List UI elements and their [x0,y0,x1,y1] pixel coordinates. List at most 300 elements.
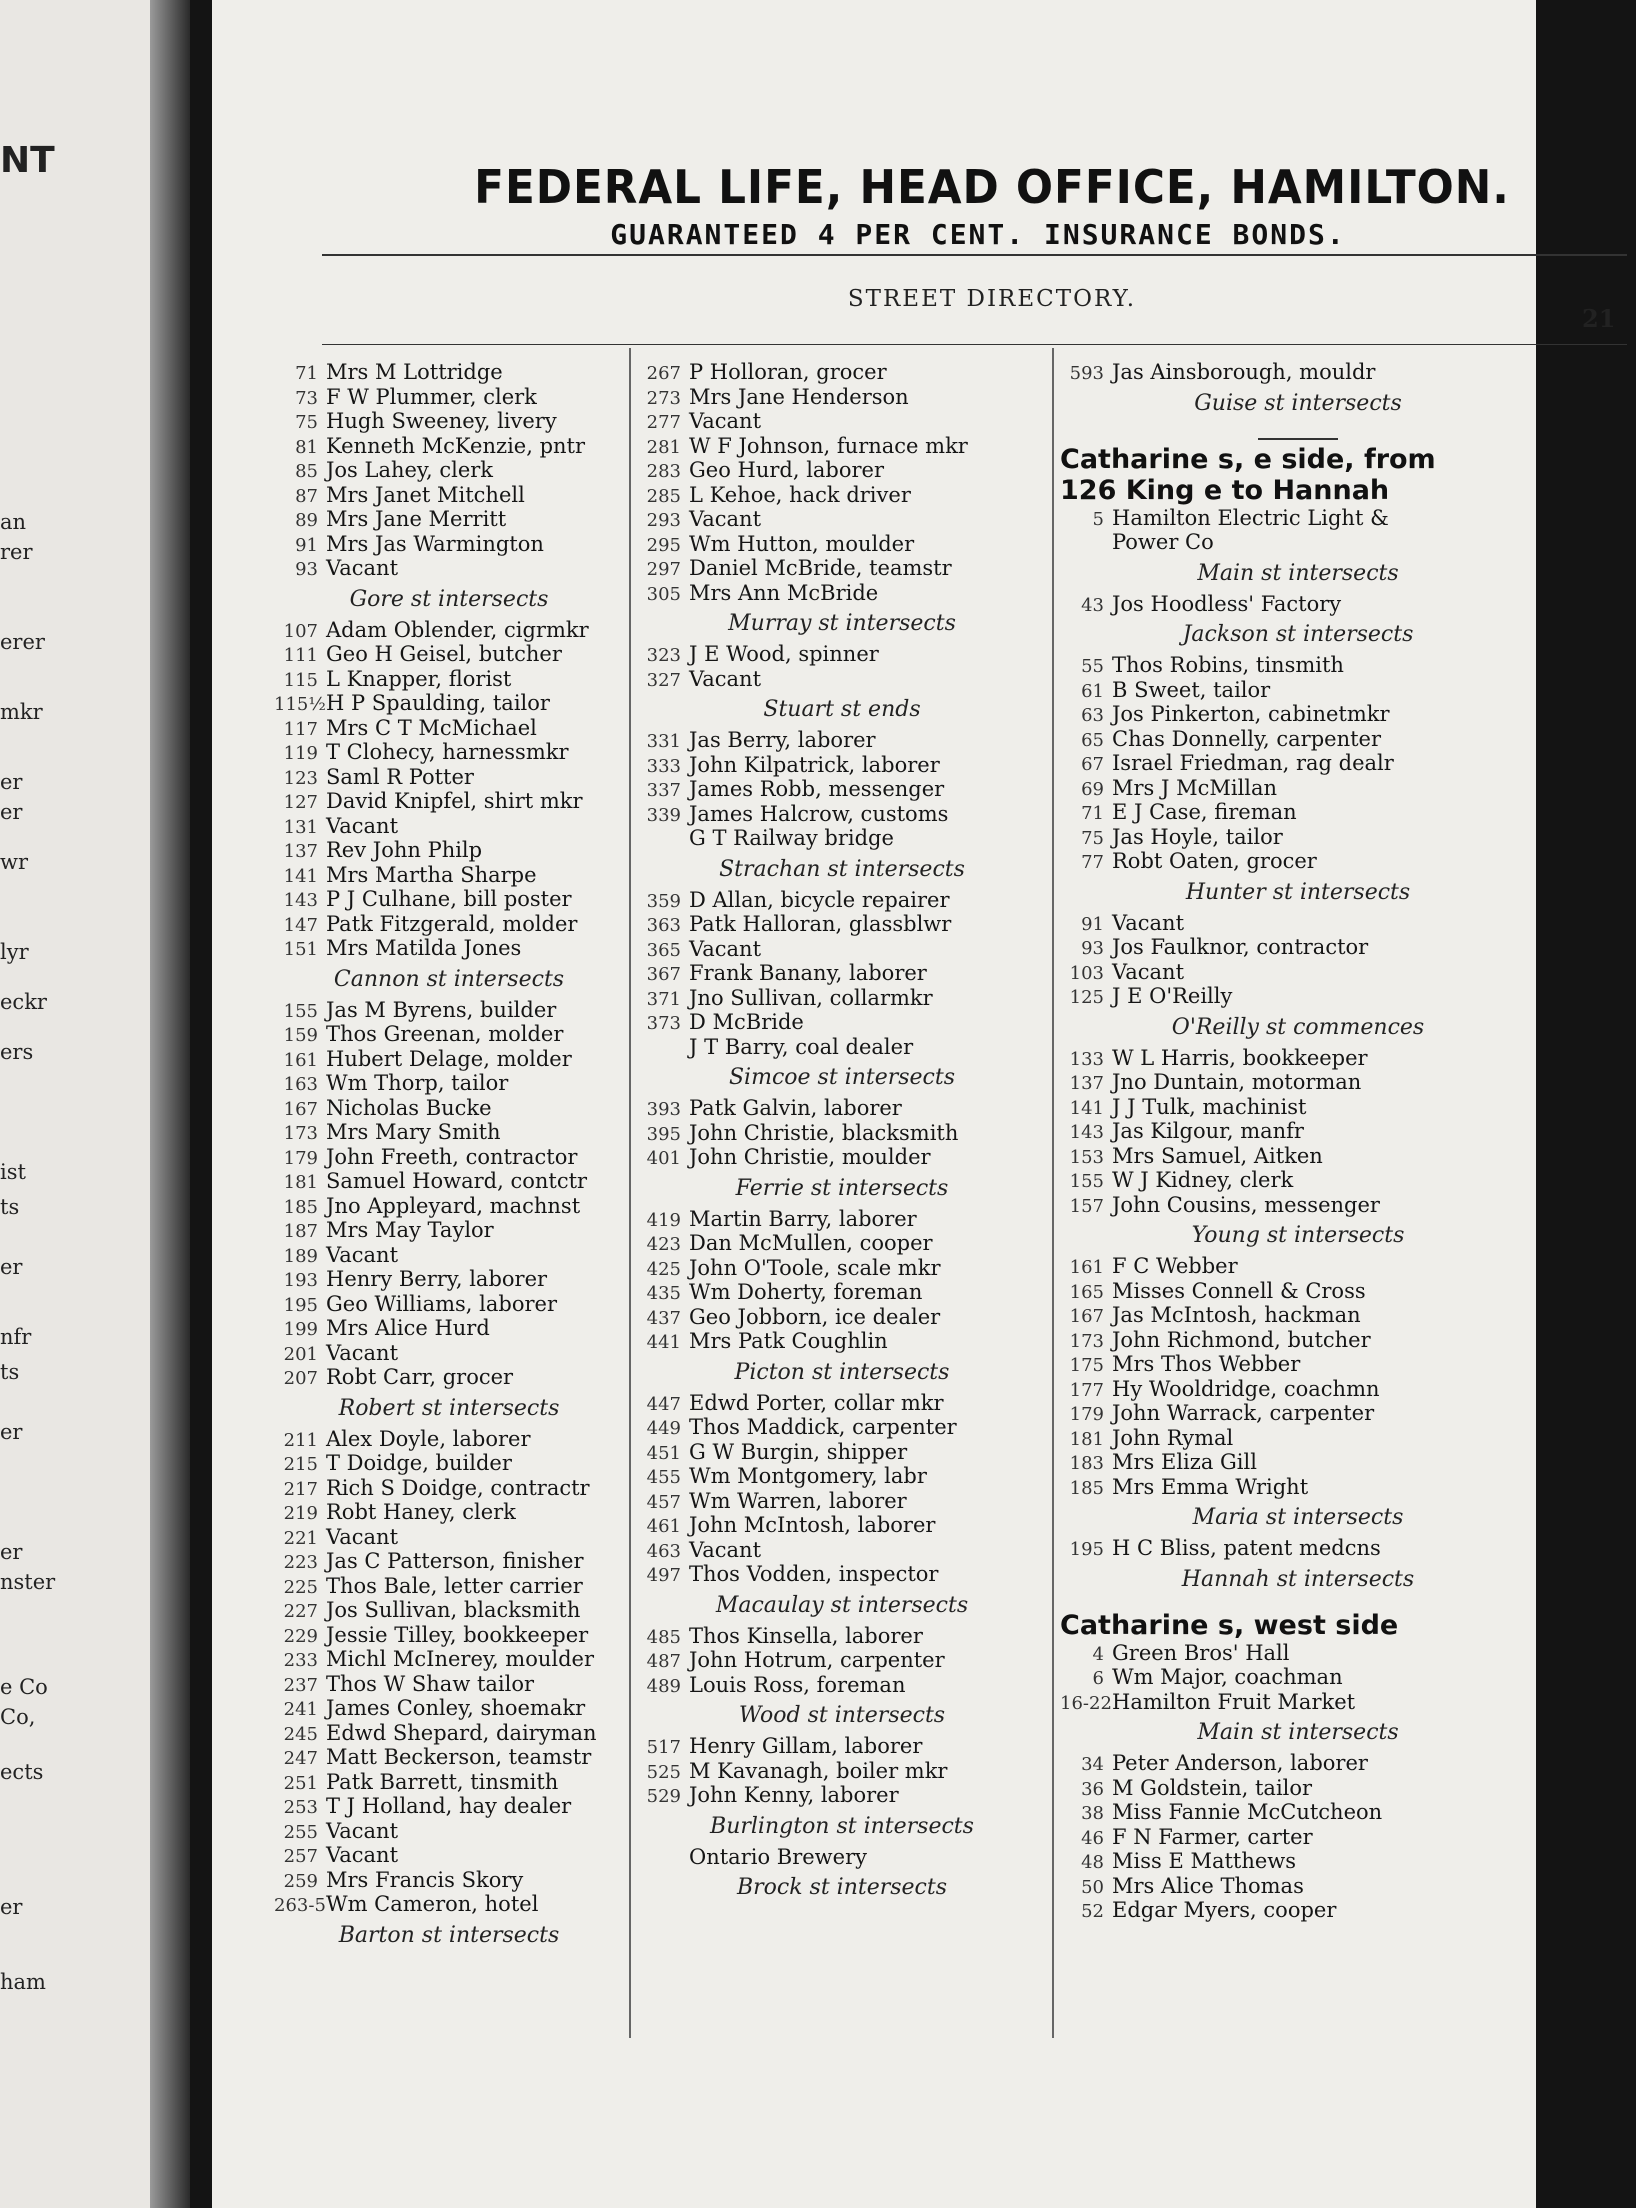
resident-name: T Doidge, builder [326,1451,512,1475]
directory-entry [274,1316,624,1341]
house-number: 251 [283,1772,318,1794]
resident-name: Hugh Sweeney, livery [326,409,557,433]
adjacent-page-fragment: ist [0,1160,26,1184]
house-number: 165 [1069,1281,1104,1303]
directory-entry [1060,1254,1536,1279]
house-number: 115½ [274,694,326,715]
directory-entry [274,434,624,459]
resident-name: Jas C Patterson, finisher [326,1549,584,1573]
directory-entry [1060,1898,1536,1923]
house-number: 48 [1081,1852,1104,1873]
directory-entry [274,458,624,483]
house-number: 123 [283,767,318,789]
resident-name: Jas Hoyle, tailor [1112,824,1283,849]
house-number: 253 [283,1797,318,1818]
street-section-heading: 126 King e to Hannah [1060,474,1390,506]
directory-entry [274,1071,624,1096]
resident-name: D Allan, bicycle repairer [689,887,950,912]
house-number: 157 [1069,1195,1104,1217]
directory-entry [274,532,624,557]
house-number: 75 [1081,827,1104,849]
resident-name: Jno Duntain, motorman [1112,1070,1362,1094]
house-number: 179 [1069,1404,1104,1425]
resident-name: Thos Robins, tinsmith [1112,653,1344,677]
directory-entry [1060,1095,1536,1120]
adjacent-page-fragment: Co, [0,1705,36,1729]
house-number: 217 [283,1478,318,1500]
directory-entry [637,483,1047,508]
resident-name: Mrs Samuel, Aitken [1112,1143,1323,1168]
resident-name: D McBride [689,1010,804,1034]
directory-column-1 [274,360,624,1954]
directory-entry [1060,1800,1536,1825]
directory-entry [274,1267,624,1292]
directory-entry [1060,776,1536,801]
directory-entry [1060,935,1536,960]
house-number: 229 [283,1625,318,1647]
directory-entry [1060,911,1536,936]
resident-name: W F Johnson, furnace mkr [689,433,968,458]
directory-entry [637,1562,1047,1587]
cross-street-heading: Guise st intersects [1194,390,1402,416]
cross-street-heading: Gore st intersects [349,586,549,612]
adjacent-page-fragment: er [0,1895,23,1919]
section-rule [322,344,1627,345]
directory-entry [274,618,624,643]
directory-entry [274,1427,624,1452]
resident-name: James Conley, shoemakr [326,1696,586,1720]
house-number: 277 [646,412,681,433]
resident-name: Thos Kinsella, laborer [689,1623,923,1648]
house-number: 293 [646,510,681,531]
resident-name: Robt Oaten, grocer [1112,849,1317,873]
directory-column-3 [1060,360,1536,1923]
house-number: 419 [646,1209,681,1231]
directory-entry [637,1391,1047,1416]
directory-entry [274,887,624,912]
resident-name: Rev John Philp [326,838,483,862]
resident-name: Vacant [326,813,399,838]
resident-name: Mrs Jane Merritt [326,507,507,531]
directory-entry [274,1598,624,1623]
resident-name: E J Case, fireman [1112,800,1297,824]
street-section-heading: Catharine s, west side [1060,1609,1399,1641]
resident-name: James Robb, messenger [689,777,945,801]
house-number: 207 [283,1368,318,1389]
directory-entry [274,642,624,667]
resident-name: John Rymal [1112,1425,1234,1450]
directory-entry [1060,1874,1536,1899]
resident-name: T J Holland, hay dealer [326,1794,572,1818]
directory-entry [274,912,624,937]
resident-name: Dan McMullen, cooper [689,1231,933,1255]
resident-name: Thos Bale, letter carrier [326,1573,583,1598]
adjacent-page-fragment: ts [0,1360,20,1384]
house-number: 93 [1081,938,1104,959]
resident-name: Mrs Martha Sharpe [326,862,537,887]
house-number: 451 [646,1442,681,1464]
directory-entry [637,1415,1047,1440]
house-number: 91 [295,534,318,556]
resident-name: Henry Berry, laborer [326,1267,548,1291]
resident-name: Mrs C T McMichael [326,715,537,740]
resident-name: Mrs Eliza Gill [1112,1450,1257,1474]
house-number: 4 [1092,1643,1104,1665]
directory-entry [637,1231,1047,1256]
directory-entry [274,1574,624,1599]
resident-name: Edwd Porter, collar mkr [689,1390,944,1415]
house-number: 161 [283,1049,318,1071]
house-number: 173 [1069,1330,1104,1352]
directory-entry [1060,1751,1536,1776]
house-number: 227 [283,1601,318,1622]
resident-name: Mrs Jane Henderson [689,384,909,409]
directory-entry [637,937,1047,962]
resident-name: Wm Hutton, moulder [689,531,915,556]
resident-name: Alex Doyle, laborer [326,1426,531,1451]
house-number: 333 [646,755,681,777]
directory-entry [637,1010,1047,1035]
resident-name: John Christie, moulder [689,1145,931,1169]
house-number: 461 [646,1516,681,1537]
house-number: 373 [646,1013,681,1034]
directory-entry [274,1868,624,1893]
house-number: 111 [283,645,318,666]
resident-name: J E O'Reilly [1112,984,1233,1008]
house-number: 153 [1069,1146,1104,1168]
resident-name: Miss E Matthews [1112,1849,1297,1873]
house-number: 143 [1069,1122,1104,1143]
house-number: 163 [283,1074,318,1095]
resident-name: Patk Barrett, tinsmith [326,1769,559,1794]
house-number: 489 [646,1675,681,1697]
house-number: 133 [1069,1048,1104,1070]
resident-name: Hubert Delage, molder [326,1046,572,1071]
cross-street-heading: Picton st intersects [734,1359,950,1385]
resident-name: H C Bliss, patent medcns [1112,1536,1381,1560]
cross-street-heading: Barton st intersects [338,1922,560,1948]
resident-name: Jos Faulknor, contractor [1112,935,1369,959]
directory-entry [274,1843,624,1868]
resident-name: Mrs Ann McBride [689,580,879,605]
directory-entry [1060,1536,1536,1561]
resident-name: Jos Sullivan, blacksmith [326,1598,581,1622]
house-number: 185 [283,1196,318,1218]
house-number: 525 [646,1761,681,1783]
resident-name: Wm Warren, laborer [689,1488,907,1513]
house-number: 155 [283,1000,318,1022]
directory-entry [637,777,1047,802]
resident-name: Vacant [689,409,762,433]
house-number: 367 [646,964,681,985]
directory-entry [274,1169,624,1194]
resident-name: Mrs Thos Webber [1112,1352,1301,1376]
cross-street-heading: Macaulay st intersects [715,1592,969,1618]
house-number: 463 [646,1540,681,1562]
resident-name: Jas Ainsborough, mouldr [1112,360,1376,384]
resident-name: Louis Ross, foreman [689,1672,906,1697]
resident-name: Jos Lahey, clerk [326,458,494,482]
directory-entry [1060,1303,1536,1328]
house-number: 237 [283,1674,318,1696]
directory-entry [1060,592,1536,617]
section-title: STREET DIRECTORY. [847,286,1137,312]
resident-name: Thos Vodden, inspector [689,1562,939,1586]
directory-entry [1060,1450,1536,1475]
house-number: 181 [283,1172,318,1193]
resident-name: Mrs Jas Warmington [326,531,544,556]
house-number: 6 [1092,1668,1104,1689]
directory-entry [1060,727,1536,752]
resident-name: Saml R Potter [326,764,474,789]
house-number: 43 [1081,594,1104,616]
resident-name: Robt Carr, grocer [326,1365,514,1389]
directory-entry [1060,751,1536,776]
directory-entry [274,1623,624,1648]
directory-entry-continuation: Power Co [1112,530,1214,554]
resident-name: F N Farmer, carter [1112,1824,1313,1849]
house-number: 283 [646,461,681,482]
directory-entry [637,888,1047,913]
directory-entry [1060,1690,1536,1715]
resident-name: Robt Haney, clerk [326,1500,516,1524]
resident-name: Daniel McBride, teamstr [689,556,952,580]
house-number: 179 [283,1147,318,1169]
resident-name: Patk Fitzgerald, molder [326,911,578,936]
resident-name: Wm Thorp, tailor [326,1071,509,1095]
cross-street-heading: Cannon st intersects [333,966,565,992]
resident-name: Hy Wooldridge, coachmn [1112,1376,1380,1401]
directory-entry [637,986,1047,1011]
directory-entry [1060,1475,1536,1500]
house-number: 107 [283,620,318,642]
resident-name: Jas Kilgour, manfr [1112,1119,1304,1143]
directory-entry [637,642,1047,667]
directory-entry-continuation: J T Barry, coal dealer [689,1034,914,1059]
resident-name: Vacant [326,1340,399,1365]
directory-entry [1060,653,1536,678]
directory-entry [1060,849,1536,874]
house-number: 273 [646,387,681,409]
directory-entry [274,998,624,1023]
house-number: 61 [1081,680,1104,702]
house-number: 281 [646,436,681,458]
directory-entry [274,1819,624,1844]
resident-name: Frank Banany, laborer [689,961,927,985]
house-number: 193 [283,1270,318,1291]
cross-street-heading: Strachan st intersects [719,856,965,882]
house-number: 159 [283,1025,318,1046]
house-number: 167 [283,1098,318,1120]
directory-entry [1060,1401,1536,1426]
directory-entry [637,1305,1047,1330]
adjacent-page-fragment: an [0,510,27,534]
house-number: 267 [646,363,681,384]
directory-entry [1060,1168,1536,1193]
directory-entry [1060,1144,1536,1169]
resident-name: John McIntosh, laborer [689,1513,936,1537]
resident-name: John Richmond, butcher [1112,1327,1371,1352]
adjacent-page-fragment: rer [0,540,33,564]
adjacent-page-fragment: er [0,770,23,794]
house-number: 141 [1069,1097,1104,1119]
cross-street-heading: Brock st intersects [736,1875,948,1900]
house-number: 137 [1069,1073,1104,1094]
house-number: 457 [646,1491,681,1513]
house-number: 327 [646,669,681,691]
house-number: 529 [646,1786,681,1807]
resident-name: Kenneth McKenzie, pntr [326,433,586,458]
house-number: 449 [646,1418,681,1439]
resident-name: Peter Anderson, laborer [1112,1751,1368,1775]
directory-entry [1060,1825,1536,1850]
house-number: 337 [646,780,681,801]
resident-name: Edwd Shepard, dairyman [326,1720,597,1745]
house-number: 195 [283,1294,318,1316]
directory-entry [637,556,1047,581]
adjacent-page-fragment: nster [0,1570,56,1594]
house-number: 285 [646,485,681,507]
directory-entry [274,789,624,814]
house-number: 119 [283,743,318,764]
resident-name: Samuel Howard, contctr [326,1169,588,1193]
house-number: 339 [646,804,681,826]
house-number: 225 [283,1576,318,1598]
resident-name: P Holloran, grocer [689,360,887,384]
house-number: 55 [1081,656,1104,677]
house-number: 167 [1069,1306,1104,1327]
directory-entry [1060,506,1536,531]
resident-name: Wm Major, coachman [1112,1665,1343,1689]
house-number: 425 [646,1258,681,1280]
directory-entry [637,360,1047,385]
resident-name: Vacant [689,666,762,691]
resident-name: John Hotrum, carpenter [689,1648,945,1672]
resident-name: Geo Hurd, laborer [689,458,885,482]
resident-name: Thos Maddick, carpenter [689,1415,957,1439]
header-rule [322,254,1627,256]
directory-entry [637,1464,1047,1489]
resident-name: Wm Doherty, foreman [689,1280,923,1304]
adjacent-page-fragment: NT [0,140,55,181]
directory-entry [274,765,624,790]
house-number: 485 [646,1626,681,1648]
house-number: 103 [1069,962,1104,984]
resident-name: M Goldstein, tailor [1112,1775,1313,1800]
directory-entry [637,753,1047,778]
resident-name: P J Culhane, bill poster [326,887,572,911]
resident-name: Jessie Tilley, bookkeeper [326,1622,589,1647]
directory-entry [274,740,624,765]
resident-name: Jas Berry, laborer [689,728,876,752]
house-number: 77 [1081,852,1104,873]
house-number: 93 [295,559,318,580]
resident-name: John Cousins, messenger [1112,1192,1380,1217]
directory-entry [1060,1119,1536,1144]
house-number: 115 [283,669,318,691]
directory-entry [274,1120,624,1145]
directory-column-2 [637,360,1047,1906]
resident-name: Jno Appleyard, machnst [326,1193,581,1218]
house-number: 371 [646,988,681,1010]
house-number: 38 [1081,1803,1104,1824]
resident-name: Mrs Alice Thomas [1112,1873,1304,1898]
directory-entry [274,1770,624,1795]
resident-name: John Christie, blacksmith [689,1120,959,1145]
house-number: 401 [646,1148,681,1169]
resident-name: Michl McInerey, moulder [326,1647,595,1671]
house-number: 441 [646,1332,681,1353]
directory-entry [274,667,624,692]
adjacent-page-fragment: e Co [0,1675,48,1699]
house-number: 137 [283,841,318,862]
directory-entry [637,385,1047,410]
directory-entry [274,1218,624,1243]
adjacent-page-fragment: ects [0,1760,44,1784]
page-number: 21 [1582,304,1616,333]
directory-entry [637,1121,1047,1146]
house-number: 365 [646,939,681,961]
directory-entry [274,936,624,961]
house-number: 215 [283,1454,318,1475]
directory-entry [637,458,1047,483]
directory-entry [637,507,1047,532]
resident-name: L Kehoe, hack driver [689,482,911,507]
directory-entry [274,1549,624,1574]
directory-entry [274,691,624,716]
page-header-subtitle: GUARANTEED 4 PER CENT. INSURANCE BONDS. [610,218,1346,251]
resident-name: Miss Fannie McCutcheon [1112,1800,1383,1824]
resident-name: Vacant [689,507,762,531]
directory-entry [1060,1426,1536,1451]
adjacent-page-fragment: lyr [0,940,29,964]
directory-entry [274,1696,624,1721]
house-number: 447 [646,1393,681,1415]
resident-name: John Freeth, contractor [326,1144,578,1169]
resident-name: Geo Jobborn, ice dealer [689,1304,941,1329]
cross-street-heading: Murray st intersects [728,611,956,636]
house-number: 263-5 [274,1895,326,1916]
resident-name: B Sweet, tailor [1112,677,1271,702]
directory-entry [637,1329,1047,1354]
directory-entry [637,1489,1047,1514]
resident-name: Thos W Shaw tailor [326,1671,535,1696]
directory-entry [637,1280,1047,1305]
directory-entry [1060,1352,1536,1377]
directory-entry [274,1194,624,1219]
house-number: 50 [1081,1876,1104,1898]
directory-entry [637,1538,1047,1563]
house-number: 323 [646,645,681,666]
cross-street-heading: Hannah st intersects [1181,1566,1415,1592]
directory-entry [1060,825,1536,850]
resident-name: M Kavanagh, boiler mkr [689,1758,948,1783]
house-number: 141 [283,865,318,887]
directory-entry [274,409,624,434]
column-divider [1052,348,1054,2038]
house-number: 183 [1069,1453,1104,1474]
house-number: 16-22 [1060,1692,1112,1714]
resident-name: H P Spaulding, tailor [326,691,550,715]
directory-entry [1060,702,1536,727]
house-number: 593 [1069,363,1104,384]
directory-entry [274,556,624,581]
resident-name: Rich S Doidge, contractr [326,1475,590,1500]
directory-entry-continuation: G T Railway bridge [689,826,894,850]
house-number: 247 [283,1748,318,1769]
cross-street-heading: Burlington st intersects [710,1813,974,1839]
cross-street-heading: Wood st intersects [738,1703,946,1728]
